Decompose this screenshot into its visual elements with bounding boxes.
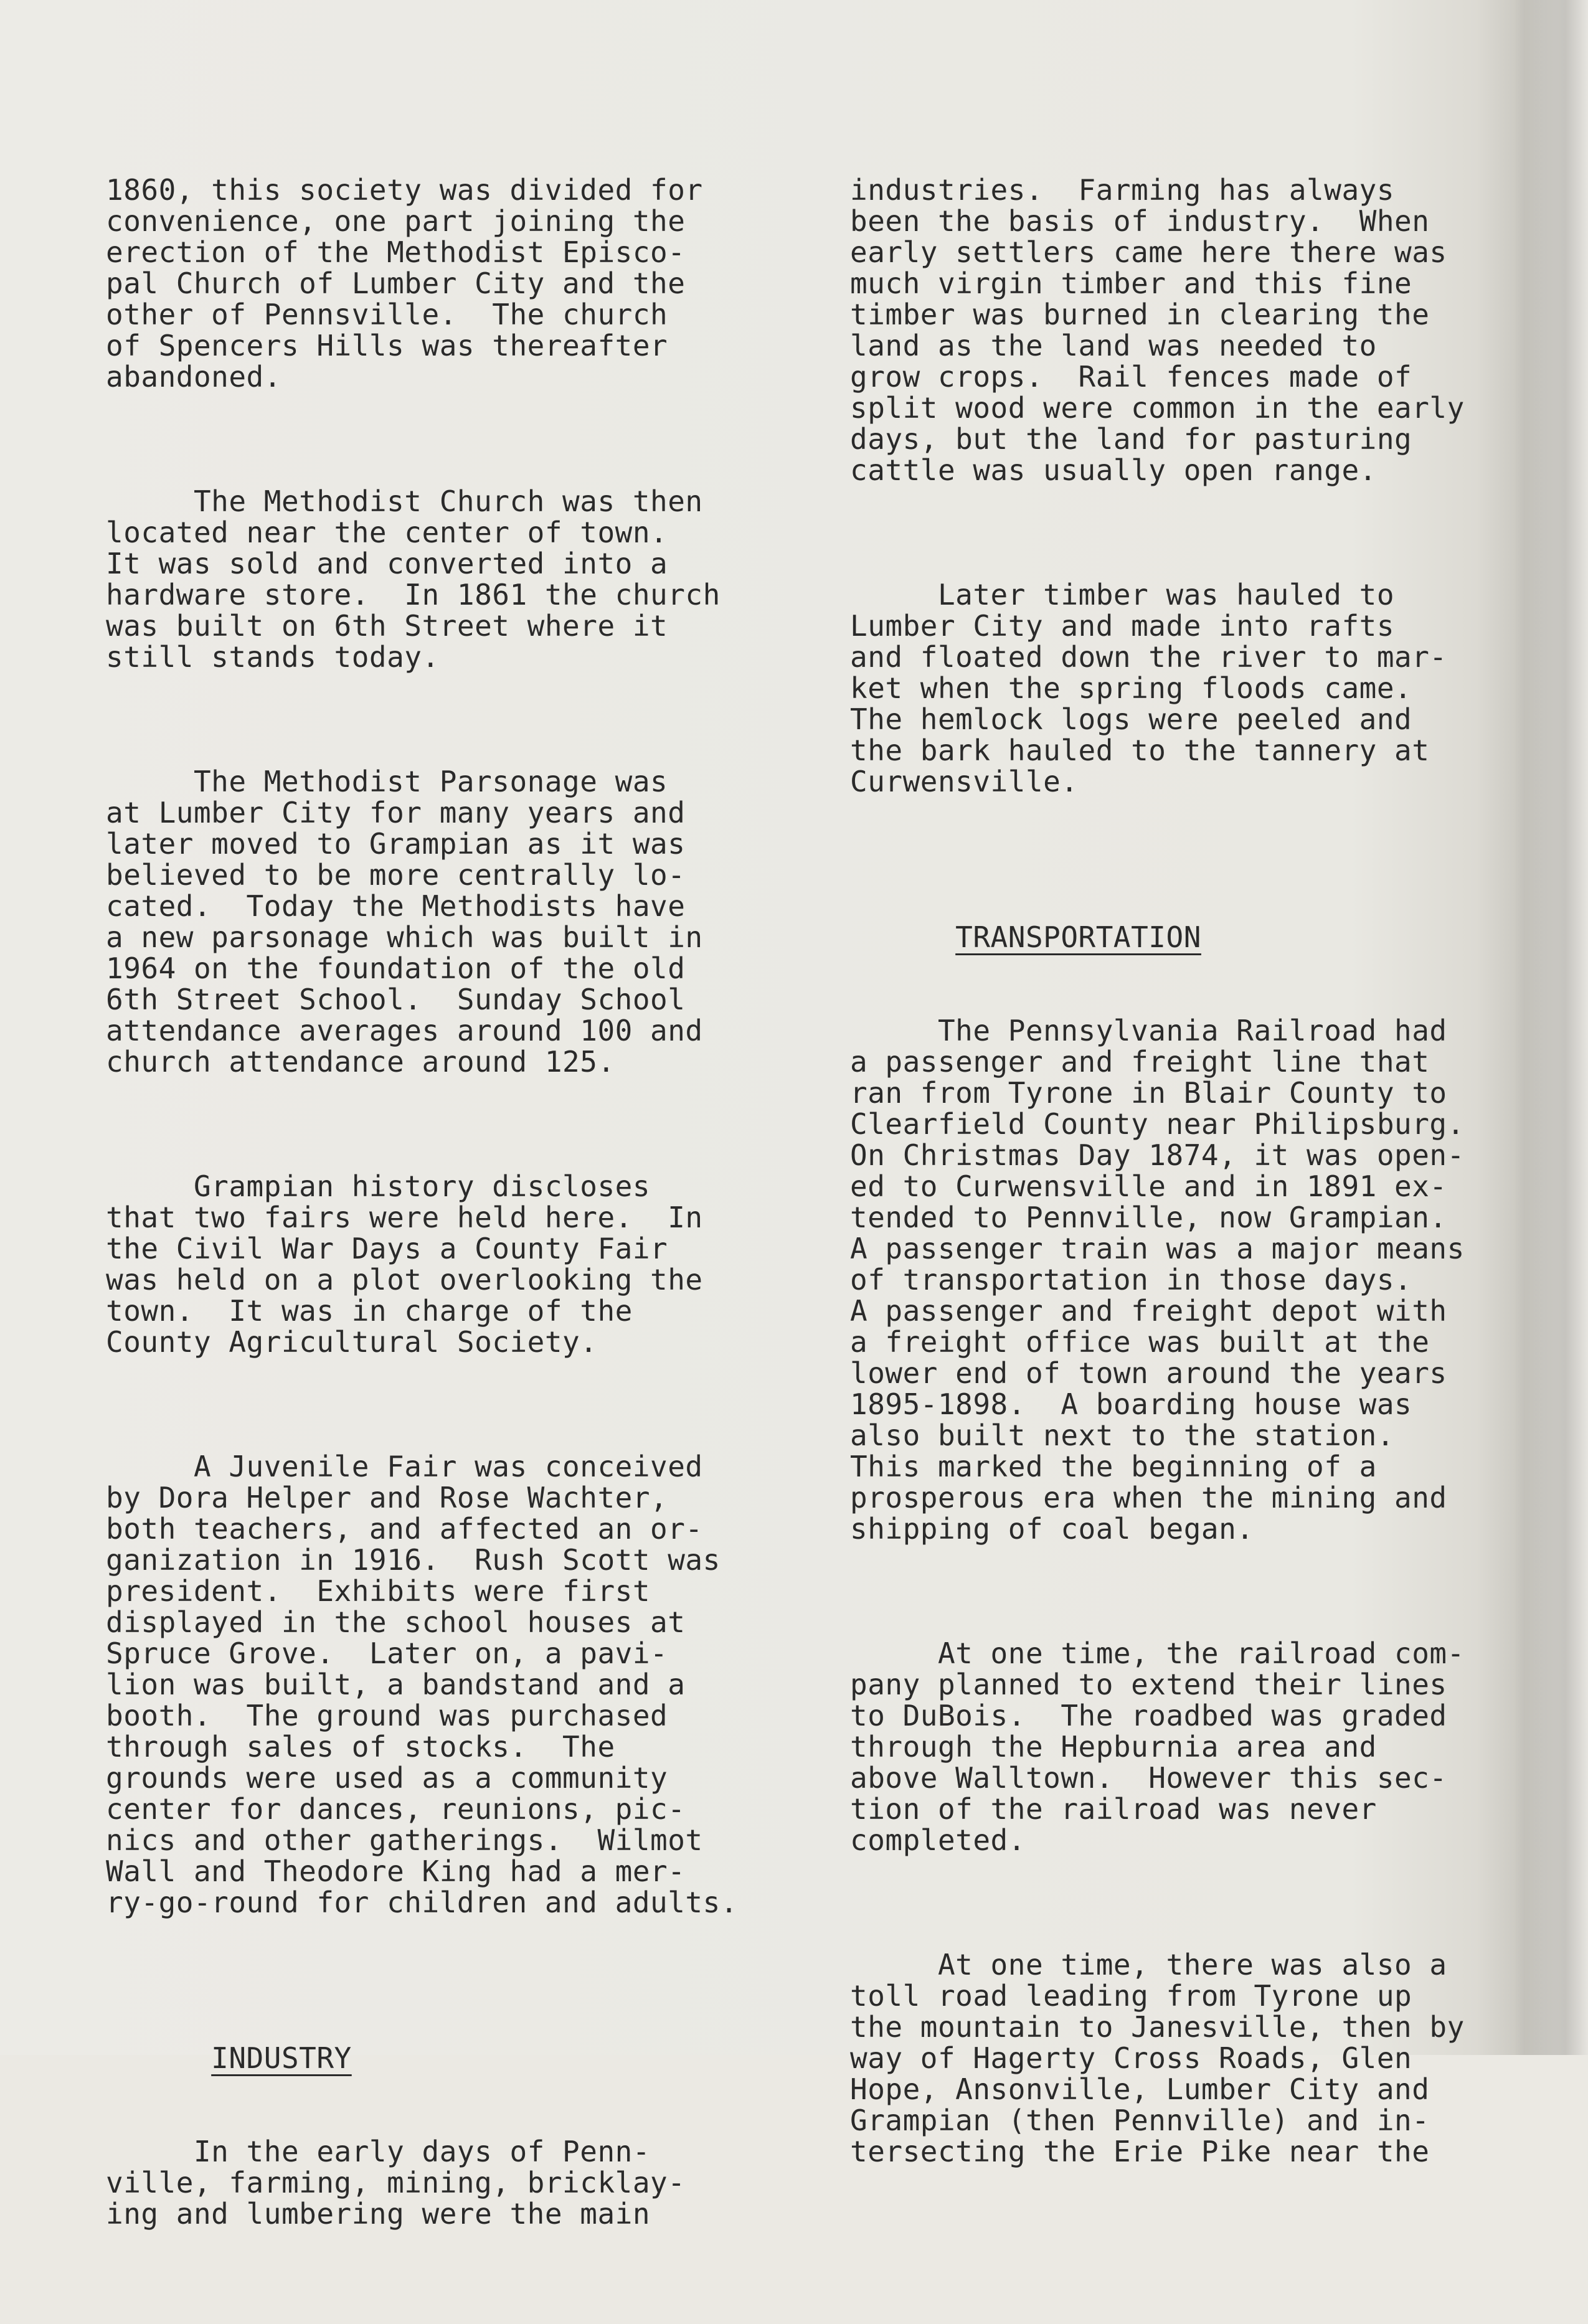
text-line: cated. Today the Methodists have [106, 889, 686, 923]
text-line: shipping of coal began. [850, 1512, 1254, 1546]
text-line: days, but the land for pasturing [850, 422, 1412, 456]
text-line: cattle was usually open range. [850, 453, 1377, 487]
text-line: lion was built, a bandstand and a [106, 1668, 686, 1701]
text-line: way of Hagerty Cross Roads, Glen [850, 2041, 1412, 2075]
text-line: convenience, one part joining the [106, 204, 686, 238]
text-line: a new parsonage which was built in [106, 920, 703, 954]
paragraph [106, 2136, 803, 2229]
text-line: through sales of stocks. The [106, 1730, 615, 1764]
text-line: other of Pennsville. The church [106, 298, 668, 331]
text-line: This marked the beginning of a [850, 1450, 1377, 1483]
text-line: ran from Tyrone in Blair County to [850, 1076, 1447, 1110]
paragraph [106, 766, 803, 1077]
text-line: ganization in 1916. Rush Scott was [106, 1543, 721, 1577]
text-line: grounds were used as a community [106, 1761, 668, 1795]
text-line: the Civil War Days a County Fair [106, 1232, 668, 1265]
text-line: hardware store. In 1861 the church [106, 578, 721, 612]
text-line: Hope, Ansonville, Lumber City and [850, 2072, 1430, 2106]
text-line: church attendance around 125. [106, 1045, 615, 1079]
text-line: A passenger train was a major means [850, 1232, 1465, 1265]
text-line: and floated down the river to mar- [850, 640, 1447, 674]
text-line: was built on 6th Street where it [106, 609, 668, 643]
text-line: abandoned. [106, 360, 281, 394]
text-line: both teachers, and affected an or- [106, 1512, 703, 1546]
text-line: through the Hepburnia area and [850, 1730, 1377, 1764]
text-line: Clearfield County near Philipsburg. [850, 1107, 1465, 1141]
text-line: a freight office was built at the [850, 1325, 1430, 1359]
text-line: A passenger and freight depot with [850, 1294, 1447, 1328]
text-line: pany planned to extend their lines [850, 1668, 1447, 1701]
text-line: The Methodist Parsonage was [106, 765, 668, 798]
text-line: at Lumber City for many years and [106, 796, 686, 829]
text-line: A Juvenile Fair was conceived [106, 1450, 703, 1483]
text-line: the bark hauled to the tannery at [850, 734, 1430, 767]
text-line: Lumber City and made into rafts [850, 609, 1395, 643]
text-line: split wood were common in the early [850, 391, 1465, 425]
text-line: Spruce Grove. Later on, a pavi- [106, 1637, 668, 1670]
text-line: industries. Farming has always [850, 173, 1395, 207]
section-heading-wrap [850, 890, 1523, 954]
text-line: Grampian (then Pennville) and in- [850, 2104, 1430, 2137]
text-line: much virgin timber and this fine [850, 267, 1412, 300]
text-line: believed to be more centrally lo- [106, 858, 686, 892]
text-line: tion of the railroad was never [850, 1792, 1377, 1826]
text-line: ing and lumbering were the main [106, 2197, 651, 2231]
text-line: ville, farming, mining, bricklay- [106, 2166, 686, 2199]
text-line: a passenger and freight line that [850, 1045, 1430, 1079]
text-line: completed. [850, 1823, 1026, 1857]
text-line: grow crops. Rail fences made of [850, 360, 1412, 394]
text-line: County Agricultural Society. [106, 1325, 598, 1359]
text-line: of transportation in those days. [850, 1263, 1412, 1297]
left-column [106, 112, 803, 2323]
section-heading-industry: INDUSTRY [211, 2041, 352, 2075]
text-line: Later timber was hauled to [850, 578, 1395, 612]
text-line: The Methodist Church was then [106, 484, 703, 518]
text-line: On Christmas Day 1874, it was open- [850, 1138, 1465, 1172]
text-line: In the early days of Penn- [106, 2135, 651, 2168]
text-line: 1964 on the foundation of the old [106, 952, 686, 985]
text-line: president. Exhibits were first [106, 1574, 651, 1608]
paragraph [850, 1949, 1523, 2167]
text-line: nics and other gatherings. Wilmot [106, 1823, 703, 1857]
text-line: It was sold and converted into a [106, 547, 668, 580]
text-line: The hemlock logs were peeled and [850, 702, 1412, 736]
text-line: was held on a plot overlooking the [106, 1263, 703, 1297]
text-line: At one time, there was also a [850, 1948, 1447, 1982]
text-line: 1860, this society was divided for [106, 173, 703, 207]
text-line: still stands today. [106, 640, 440, 674]
text-line: above Walltown. However this sec- [850, 1761, 1447, 1795]
text-line: 1895-1898. A boarding house was [850, 1387, 1412, 1421]
text-line: ry-go-round for children and adults. [106, 1886, 738, 1919]
paragraph [106, 486, 803, 673]
text-line: of Spencers Hills was thereafter [106, 329, 668, 362]
text-line: lower end of town around the years [850, 1356, 1447, 1390]
text-line: displayed in the school houses at [106, 1605, 686, 1639]
text-line: by Dora Helper and Rose Wachter, [106, 1481, 668, 1514]
text-line: pal Church of Lumber City and the [106, 267, 686, 300]
paragraph [850, 1015, 1523, 1544]
paragraph [106, 174, 803, 392]
text-line: Grampian history discloses [106, 1169, 651, 1203]
text-line: 6th Street School. Sunday School [106, 983, 686, 1016]
text-line: Curwensville. [850, 765, 1079, 798]
text-line: to DuBois. The roadbed was graded [850, 1699, 1447, 1732]
text-line: tended to Pennville, now Grampian. [850, 1201, 1447, 1234]
text-line: attendance averages around 100 and [106, 1014, 703, 1047]
text-line: land as the land was needed to [850, 329, 1377, 362]
text-line: timber was burned in clearing the [850, 298, 1430, 331]
paragraph [106, 1171, 803, 1358]
text-line: also built next to the station. [850, 1419, 1395, 1452]
text-line: ed to Curwensville and in 1891 ex- [850, 1169, 1447, 1203]
text-line: town. It was in charge of the [106, 1294, 633, 1328]
text-line: tersecting the Erie Pike near the [850, 2135, 1430, 2168]
paragraph [850, 174, 1523, 486]
text-line: early settlers came here there was [850, 235, 1447, 269]
text-line: At one time, the railroad com- [850, 1637, 1465, 1670]
text-line: booth. The ground was purchased [106, 1699, 668, 1732]
text-line: toll road leading from Tyrone up [850, 1979, 1412, 2013]
text-line: located near the center of town. [106, 516, 668, 549]
right-column [850, 112, 1523, 2260]
section-heading-transportation: TRANSPORTATION [955, 920, 1201, 954]
text-line: center for dances, reunions, pic- [106, 1792, 686, 1826]
section-heading-wrap [106, 2011, 803, 2075]
paragraph [850, 1638, 1523, 1856]
text-line: The Pennsylvania Railroad had [850, 1014, 1447, 1047]
text-line: ket when the spring floods came. [850, 671, 1412, 705]
text-line: that two fairs were held here. In [106, 1201, 703, 1234]
text-line: prosperous era when the mining and [850, 1481, 1447, 1514]
paragraph [106, 1451, 803, 1918]
text-line: later moved to Grampian as it was [106, 827, 686, 861]
text-line: Wall and Theodore King had a mer- [106, 1854, 686, 1888]
text-line: the mountain to Janesville, then by [850, 2010, 1465, 2044]
text-line: been the basis of industry. When [850, 204, 1430, 238]
text-line: erection of the Methodist Episco- [106, 235, 686, 269]
binding-shadow [1513, 0, 1588, 2055]
paragraph [850, 579, 1523, 797]
